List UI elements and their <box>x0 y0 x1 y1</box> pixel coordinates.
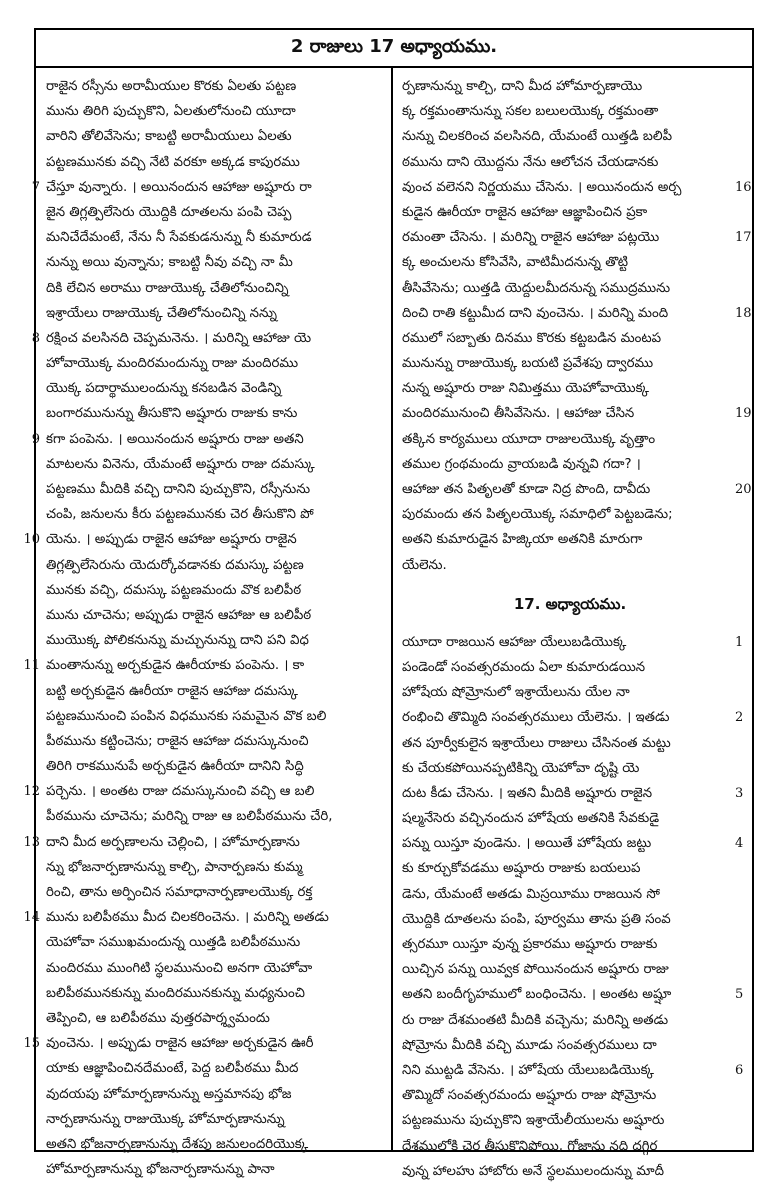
text-line <box>46 956 386 981</box>
line-text: పట్టణము మీదికి వచ్చి దానిని పుచ్చుకొని, రస్సీనును <box>46 482 311 497</box>
line-text: తిరిగి రాకమునుపే అర్చకుడైన ఊరీయా దానిని సిద్ధి <box>46 759 304 775</box>
text-line <box>46 930 386 955</box>
line-text: షోమ్రోను మీదికి వచ్చి మూడు సంవత్సరములు దా <box>402 1037 657 1053</box>
line-text: మును చూచెను; అప్పుడు రాజైన ఆహాజు ఆ బలిపీఠ <box>46 607 312 623</box>
text-line <box>46 628 386 653</box>
line-text: ఇశ్రాయేలు రాజుయొక్క చేతిలోనుంచిన్ని నన్ను <box>46 305 277 321</box>
line-text: పట్టణమునుంచి పంపిన విధమునకు సమమైన వొక బలి <box>46 708 327 724</box>
text-line <box>46 250 386 275</box>
text-line <box>402 1134 738 1159</box>
line-text: పండెండో సంవత్సరమందు ఏలా కుమారుడయిన <box>402 659 646 675</box>
line-text: రాజైన రస్సీను అరామీయుల కొరకు ఏలతు పట్టణ <box>46 79 297 94</box>
line-text: నున్న అష్షూరు రాజు నిమిత్తము యెహోవాయొక్క <box>402 381 649 397</box>
line-text: రక్షించ వలసినది చెప్పమనెను. । మరిన్ని ఆహాజు యె <box>46 330 312 346</box>
text-line <box>402 477 752 502</box>
line-text: యిచ్చిన పన్ను యివ్వక పోయినందున అష్షూరు రాజు <box>402 962 669 978</box>
verse-number: 15 <box>23 1036 40 1052</box>
line-text: కగా పంపెను. । అయినందున అష్షూరు రాజు అతని <box>46 431 304 447</box>
line-text: బలిపీఠమునకున్ను మందిరమునకున్ను మధ్యనుంచి <box>46 985 305 1001</box>
line-text: అతని బందీగృహములో బంధించెను. । అంతట అష్షూ <box>402 987 672 1003</box>
text-line <box>402 553 738 578</box>
line-text: బంగారమునున్ను తీసుకొని అష్షూరు రాజుకు కాను <box>46 406 298 422</box>
line-text: ఠమును దాని యొద్దను నేను ఆలోచన చేయడానకు <box>402 154 659 170</box>
text-line <box>402 630 744 655</box>
text-line <box>402 1033 738 1058</box>
text-line <box>46 1006 386 1031</box>
line-text: పన్ను యిస్తూ వుండెను. । అయితే హోషేయ జట్టు <box>402 836 652 852</box>
verse-number: 12 <box>23 784 40 800</box>
text-line <box>402 301 752 326</box>
verse-number: 11 <box>23 658 40 674</box>
line-text: నిని ముట్టడి వేసెను. । హోషేయ యేలుబడియొక్క <box>402 1062 654 1078</box>
text-line <box>23 1031 386 1056</box>
line-text: యొక్క పదార్థాములందున్ను కనబడిన వెండిన్ని <box>46 381 282 397</box>
line-text: బట్టి అర్చకుడైన ఊరీయా రాజైన ఆహాజు దమస్కు <box>46 683 298 699</box>
text-line <box>402 781 744 806</box>
verse-number: 7 <box>31 179 40 195</box>
line-text: న్ను భోజనార్పణానున్ను కాల్చి, పానార్పణను కుమ్మ <box>46 859 303 875</box>
text-line <box>46 124 386 149</box>
text-line <box>402 1159 738 1184</box>
line-text: వుదయపు హోమార్పణానున్ను అస్తమానపు భోజ <box>46 1086 292 1102</box>
text-line <box>402 276 738 301</box>
text-line <box>402 1108 738 1133</box>
line-text: త్సరమూ యిస్తూ వున్న ప్రకారము అష్షూరు రాజుకు <box>402 937 658 952</box>
line-text: పీఠమును చూచెను; మరిన్ని రాజు ఆ బలిపీఠమును చేరి, <box>46 809 333 825</box>
text-line <box>46 276 386 301</box>
text-line <box>402 982 744 1007</box>
text-line <box>402 200 738 225</box>
text-line <box>402 680 738 705</box>
verse-number: 3 <box>735 785 744 801</box>
line-text: తెప్పించి, ఆ బలిపీఠము వుత్తరపార్శ్వమందు <box>46 1010 270 1026</box>
text-line <box>402 452 738 477</box>
column-divider <box>391 68 393 1152</box>
text-line <box>402 326 738 351</box>
line-text: రంభించి తొమ్మిది సంవత్సరములు యేలెను. । ఇతడు <box>402 710 670 726</box>
text-line <box>46 880 386 905</box>
line-text: రములో సబ్బాతు దినము కొరకు కట్టబడిన మంటప <box>402 330 662 346</box>
line-text: పట్టణమును పుచ్చుకొని ఇశ్రాయేలీయులను అష్షూరు <box>402 1113 665 1129</box>
line-text: మనిచేదేమంటే, నేను నీ సేవకుడనున్ను నీ కుమారుడ <box>46 230 312 246</box>
text-line <box>46 704 386 729</box>
left-column <box>23 74 386 1182</box>
text-line <box>402 124 738 149</box>
line-text: మాటలను వినెను, యేమంటే అష్షూరు రాజు దమస్కు <box>46 456 315 472</box>
line-text: తొమ్మిదో సంవత్సరమందు అష్షూరు రాజు షోమ్రోను <box>402 1088 657 1104</box>
line-text: హోమార్పణానున్ను భోజనార్పణానున్ను పానా <box>46 1162 275 1178</box>
page-title: 2 రాజులు 17 అధ్యాయము. <box>290 35 498 57</box>
verse-number: 16 <box>735 179 752 195</box>
text-line <box>402 1058 744 1083</box>
right-column <box>402 74 752 1184</box>
text-line <box>46 74 386 99</box>
verse-number: 8 <box>31 330 40 346</box>
line-text: వున్న హాలహు హాబోరు అనే స్థలములందున్ను మాదీ <box>402 1163 664 1179</box>
text-line <box>46 502 386 527</box>
text-line <box>402 756 738 781</box>
line-text: తముల గ్రంథమందు వ్రాయబడి వున్నవి గదా? । <box>402 456 641 472</box>
line-text: అతని భోజనార్పణానున్ను దేశపు జనులందరియొక్క <box>46 1136 309 1152</box>
line-text: తిగ్లత్పిలేసెరును యెదుర్కోవడానకు దమస్కు పట్టణ <box>46 557 304 573</box>
right-column-top <box>402 74 752 578</box>
text-line <box>402 225 752 250</box>
line-text: నున్ను చిలకరించ వలసినది, యేమంటే యిత్తడి బలిపీ <box>402 129 673 145</box>
right-column-bottom <box>402 630 744 1184</box>
line-text: దికి లేచిన అరాము రాజుయొక్క చేతిలోనుంచిన్ని <box>46 280 289 296</box>
text-line <box>46 99 386 124</box>
line-text: నున్ను అయి వున్నాను; కాబట్టి నీవు వచ్చి నా మీ <box>46 255 293 271</box>
line-text: వారిని తోలివేసెను; కాబట్టి అరామీయులు ఏలతు <box>46 129 292 145</box>
line-text: చంపి, జనులను కీరు పట్టణమునకు చెర తీసుకొని పో <box>46 507 314 523</box>
line-text: డెను, యేమంటే అతడు మిస్రయీము రాజయిన సో <box>402 886 660 902</box>
line-text: కుడైన ఊరీయా రాజైన ఆహాజు ఆజ్ఞాపించిన ప్రకా <box>402 204 648 220</box>
text-line <box>46 754 386 779</box>
line-text: క్క రక్తమంతానున్ను సకల బలులయొక్క రక్తమంతా <box>402 104 659 120</box>
verse-number: 19 <box>735 406 752 422</box>
text-line <box>402 175 752 200</box>
verse-number: 5 <box>735 987 744 1003</box>
line-text: మును తిరిగి పుచ్చుకొని, ఏలతులోనుంచి యూదా <box>46 104 296 120</box>
text-line <box>402 527 738 552</box>
text-line <box>402 74 738 99</box>
line-text: పురమందు తన పితృలయొక్క సమాధిలో పెట్టబడెను; <box>402 507 673 523</box>
text-line <box>46 553 386 578</box>
line-text: తక్కిన కార్యములు యూదా రాజులయొక్క వృత్తాం <box>402 431 656 447</box>
text-line <box>46 351 386 376</box>
text-line <box>23 830 386 855</box>
verse-number: 2 <box>735 710 744 726</box>
line-text: అతని కుమారుడైన హిజ్కియా అతనికి మారుగా <box>402 532 643 548</box>
verse-number: 14 <box>23 910 40 926</box>
line-text: యేలెను. <box>402 557 447 573</box>
line-text: రమంతా చేసెను. । మరిన్ని రాజైన ఆహాజు పట్లయొ <box>402 230 660 246</box>
line-text: పీఠమును కట్టించెను; రాజైన ఆహాజు దమస్కునుంచి <box>46 733 309 749</box>
text-line <box>46 729 386 754</box>
verse-number: 20 <box>735 482 752 497</box>
text-line <box>46 225 386 250</box>
line-text: యొద్దికి దూతలను పంపి, పూర్వము తాను ప్రతి సంవ <box>402 911 671 927</box>
line-text: పట్టణమునకు వచ్చి నేటి వరకూ అక్కడ కాపురము <box>46 154 300 170</box>
text-line <box>402 882 738 907</box>
text-line <box>402 1008 738 1033</box>
line-text: మంతానున్ను అర్చకుడైన ఊరీయాకు పంపెను. । కా <box>46 658 305 674</box>
line-text: వుంచెను. । అప్పుడు రాజైన ఆహాజు అర్చకుడైన ఊరీ <box>46 1036 314 1052</box>
text-line <box>46 376 386 401</box>
line-text: జైన తిగ్లత్పిలేసెరు యొద్దికి దూతలను పంపి చెప్ప <box>46 204 292 220</box>
text-line <box>46 1107 386 1132</box>
text-line <box>46 603 386 628</box>
line-text: యెను. । అప్పుడు రాజైన ఆహాజు అష్షూరు రాజైన <box>46 532 297 548</box>
verse-number: 6 <box>735 1062 744 1078</box>
verse-number: 1 <box>735 634 744 650</box>
line-text: యూదా రాజయిన ఆహాజు యేలుబడియొక్క <box>402 634 627 650</box>
verse-number: 9 <box>31 431 40 447</box>
text-line <box>23 527 386 552</box>
text-line <box>31 427 386 452</box>
verse-number: 4 <box>735 836 744 852</box>
text-line <box>402 351 738 376</box>
line-text: దుట కీడు చేసెను. । ఇతని మీదికి అష్షూరు రాజైన <box>402 785 653 801</box>
text-line <box>402 957 738 982</box>
text-line <box>402 150 738 175</box>
text-line <box>402 401 752 426</box>
line-text: మునున్ను రాజుయొక్క బయటి ప్రవేశపు ద్వారము <box>402 356 654 372</box>
text-line <box>31 326 386 351</box>
line-text: రు రాజు దేశమంతటి మీదికి వచ్చెను; మరిన్ని అతడు <box>402 1012 669 1028</box>
page-header <box>36 30 752 68</box>
line-text: మందిరమునుంచి తీసివేసెను. । ఆహాజు చేసిన <box>402 406 635 422</box>
text-line <box>23 653 386 678</box>
verse-number: 18 <box>735 305 752 321</box>
line-text: కు కూర్చుకోవడము అష్షూరు రాజుకు బయలుప <box>402 861 641 877</box>
line-text: పర్చెను. । అంతట రాజు దమస్కునుంచి వచ్చి ఆ బలి <box>46 784 315 800</box>
line-text: క్క అంచులను కోసివేసి, వాటిమీదనున్న తొట్టి <box>402 255 629 271</box>
line-text: తీసివేసెను; యిత్తడి యెద్దులమీదనున్న సముద్రమును <box>402 280 671 296</box>
text-line <box>402 427 738 452</box>
text-line <box>402 1083 738 1108</box>
line-text: దేశములోకి చెర తీసుకొనిపోయి, గోజాను నది దగ్గిర <box>402 1138 658 1154</box>
text-line <box>46 1056 386 1081</box>
line-text: హోషేయ షోమ్రోనులో ఇశ్రాయేలును యేల నా <box>402 685 630 701</box>
line-text: హోవాయొక్క మందిరమందున్ను రాజు మందిరము <box>46 356 299 372</box>
text-line <box>46 452 386 477</box>
text-line <box>402 731 738 756</box>
verse-number: 17 <box>735 230 752 246</box>
text-line <box>46 804 386 829</box>
line-text: వుంచ వలెనని నిర్ణయము చేసెను. । అయినందున అర్చ <box>402 179 682 195</box>
line-text: తన పూర్వీకులైన ఇశ్రాయేలు రాజులు చేసినంత మట్టు <box>402 735 671 751</box>
text-line <box>402 99 738 124</box>
line-text: దాని మీద అర్పణాలను చెల్లించి, । హోమార్పణాను <box>46 834 300 850</box>
line-text: షల్మనేసెరు వచ్చినందున హోషేయ అతనికి సేవకుడై <box>402 811 660 827</box>
text-line <box>402 376 738 401</box>
line-text: ర్పణానున్ను కాల్చి, దాని మీద హోమార్పణాయొ <box>402 79 643 94</box>
text-line <box>46 200 386 225</box>
chapter-heading: 17. అధ్యాయము. <box>513 595 627 614</box>
text-line <box>402 907 738 932</box>
text-line <box>46 981 386 1006</box>
line-text: మందిరము ముంగిటి స్థలమునుంచి అనగా యెహోవా <box>46 960 313 976</box>
text-line <box>402 502 738 527</box>
line-text: యెహోవా సముఖమందున్న యిత్తడి బలిపీఠమును <box>46 935 301 951</box>
text-line <box>46 150 386 175</box>
line-text: ముయొక్క పోలికనున్ను మచ్చునున్ను దాని పని విధ <box>46 633 309 649</box>
text-line <box>46 855 386 880</box>
line-text: మునకు వచ్చి, దమస్కు పట్టణమందు వొక బలిపీఠ <box>46 582 302 598</box>
text-line <box>23 779 386 804</box>
text-line <box>23 905 386 930</box>
verse-number: 13 <box>23 834 40 850</box>
text-line <box>46 301 386 326</box>
page-frame <box>23 28 754 1179</box>
text-line <box>46 679 386 704</box>
text-line <box>402 831 744 856</box>
line-text: కు చేయకపోయినప్పటికిన్ని యెహోవా దృష్టి యె <box>402 760 640 776</box>
text-line <box>402 655 738 680</box>
text-line <box>46 1132 386 1157</box>
line-text: దించి రాతి కట్టుమీద దాని వుంచెను. । మరిన్ని మంది <box>402 305 669 321</box>
text-line <box>46 477 386 502</box>
text-line <box>46 401 386 426</box>
text-line <box>402 932 738 957</box>
text-line <box>46 1082 386 1107</box>
text-line <box>31 175 386 200</box>
text-line <box>402 806 738 831</box>
line-text: చేస్తూ వున్నారు. । అయినందున ఆహాజు అష్షూరు రా <box>46 179 312 195</box>
section-heading <box>402 584 738 626</box>
line-text: రించి, తాను అర్పించిన సమాధానార్పణాలయొక్క రక్త <box>46 885 313 900</box>
text-line <box>402 250 738 275</box>
text-line <box>46 578 386 603</box>
line-text: ఆహాజు తన పితృలతో కూడా నిద్ర పొంది, దావీదు <box>402 482 651 497</box>
text-line <box>402 856 738 881</box>
line-text: యాకు ఆజ్ఞాపించినదేమంటే, పెద్ద బలిపీఠము మీద <box>46 1061 299 1077</box>
verse-number: 10 <box>23 532 40 548</box>
text-line <box>402 705 744 730</box>
line-text: నార్పణానున్ను రాజుయొక్క హోమార్పణానున్ను <box>46 1111 285 1127</box>
line-text: మును బలిపీఠము మీద చిలకరించెను. । మరిన్ని అతడు <box>46 910 329 926</box>
text-line <box>46 1157 386 1182</box>
